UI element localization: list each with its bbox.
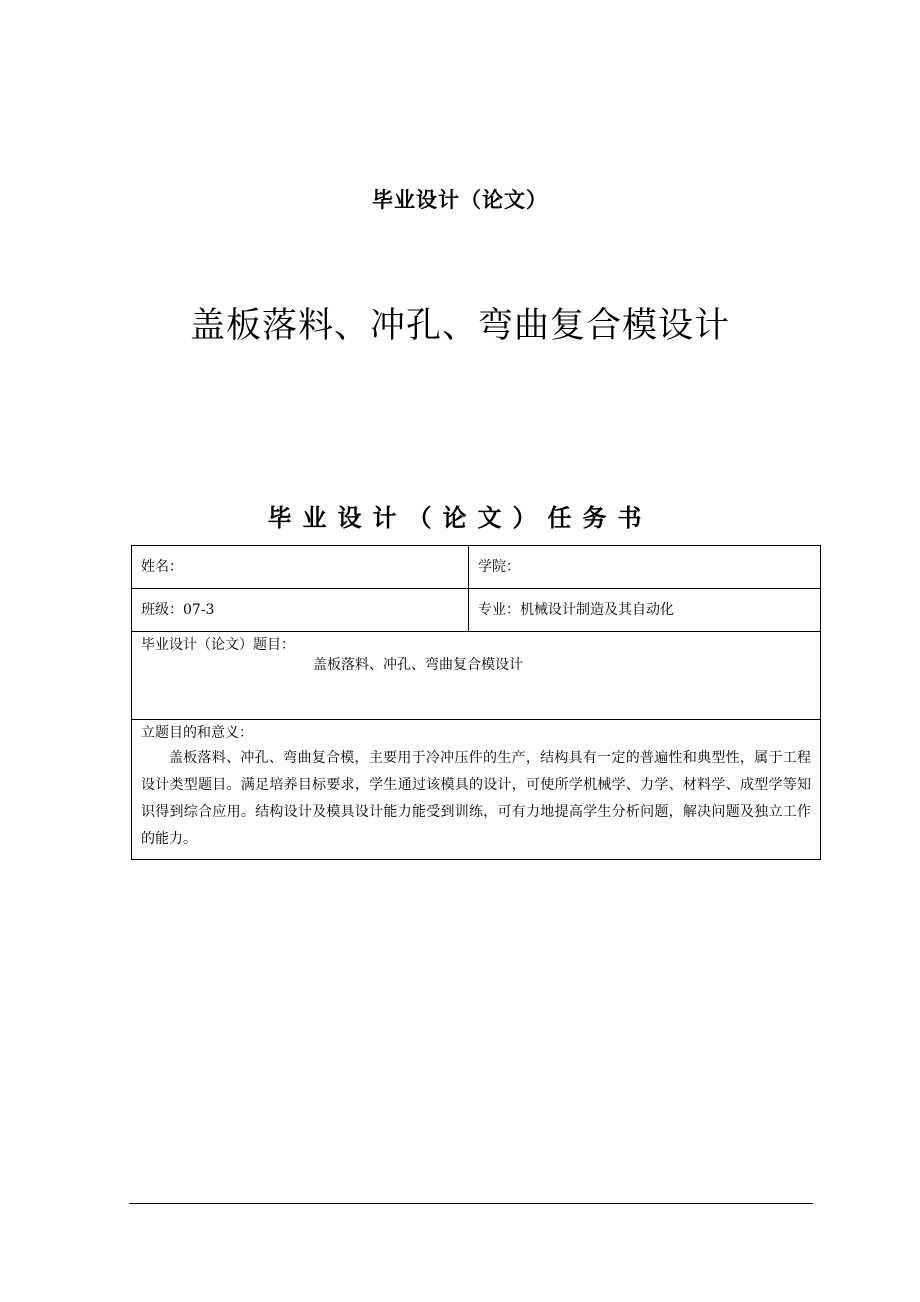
major-cell: 专业：机械设计制造及其自动化 — [469, 589, 821, 632]
topic-cell — [132, 632, 821, 720]
purpose-cell — [132, 720, 821, 860]
task-book-table — [131, 545, 821, 860]
table-row — [132, 720, 821, 860]
name-cell: 姓名： — [132, 546, 469, 589]
table-row — [132, 632, 821, 720]
class-cell: 班级：07-3 — [132, 589, 469, 632]
table-row — [132, 546, 821, 589]
purpose-label: 立题目的和意义： — [141, 725, 253, 741]
footer-divider — [129, 1203, 813, 1204]
topic-label: 毕业设计（论文）题目： — [141, 637, 295, 653]
table-row — [132, 589, 821, 632]
task-book-title: 毕业设计（论文）任务书 — [267, 504, 653, 532]
college-cell: 学院： — [469, 546, 821, 589]
purpose-text: 盖板落料、冲孔、弯曲复合模，主要用于冷冲压件的生产，结构具有一定的普遍性和典型性，属于工程设计类型题目。满足培养目标要求，学生通过该模具的设计，可使所学机械学、力学、材料学、成型学等知识得到综合应用。结构设计及模具设计能力能受到训练，可有力地提高学生分析问题，解决问题及独立工作的能力。 — [141, 750, 811, 847]
topic-value: 盖板落料、冲孔、弯曲复合模设计 — [313, 657, 523, 673]
thesis-title: 盖板落料、冲孔、弯曲复合模设计 — [189, 306, 730, 346]
document-type-heading: 毕业设计（论文） — [372, 188, 548, 212]
